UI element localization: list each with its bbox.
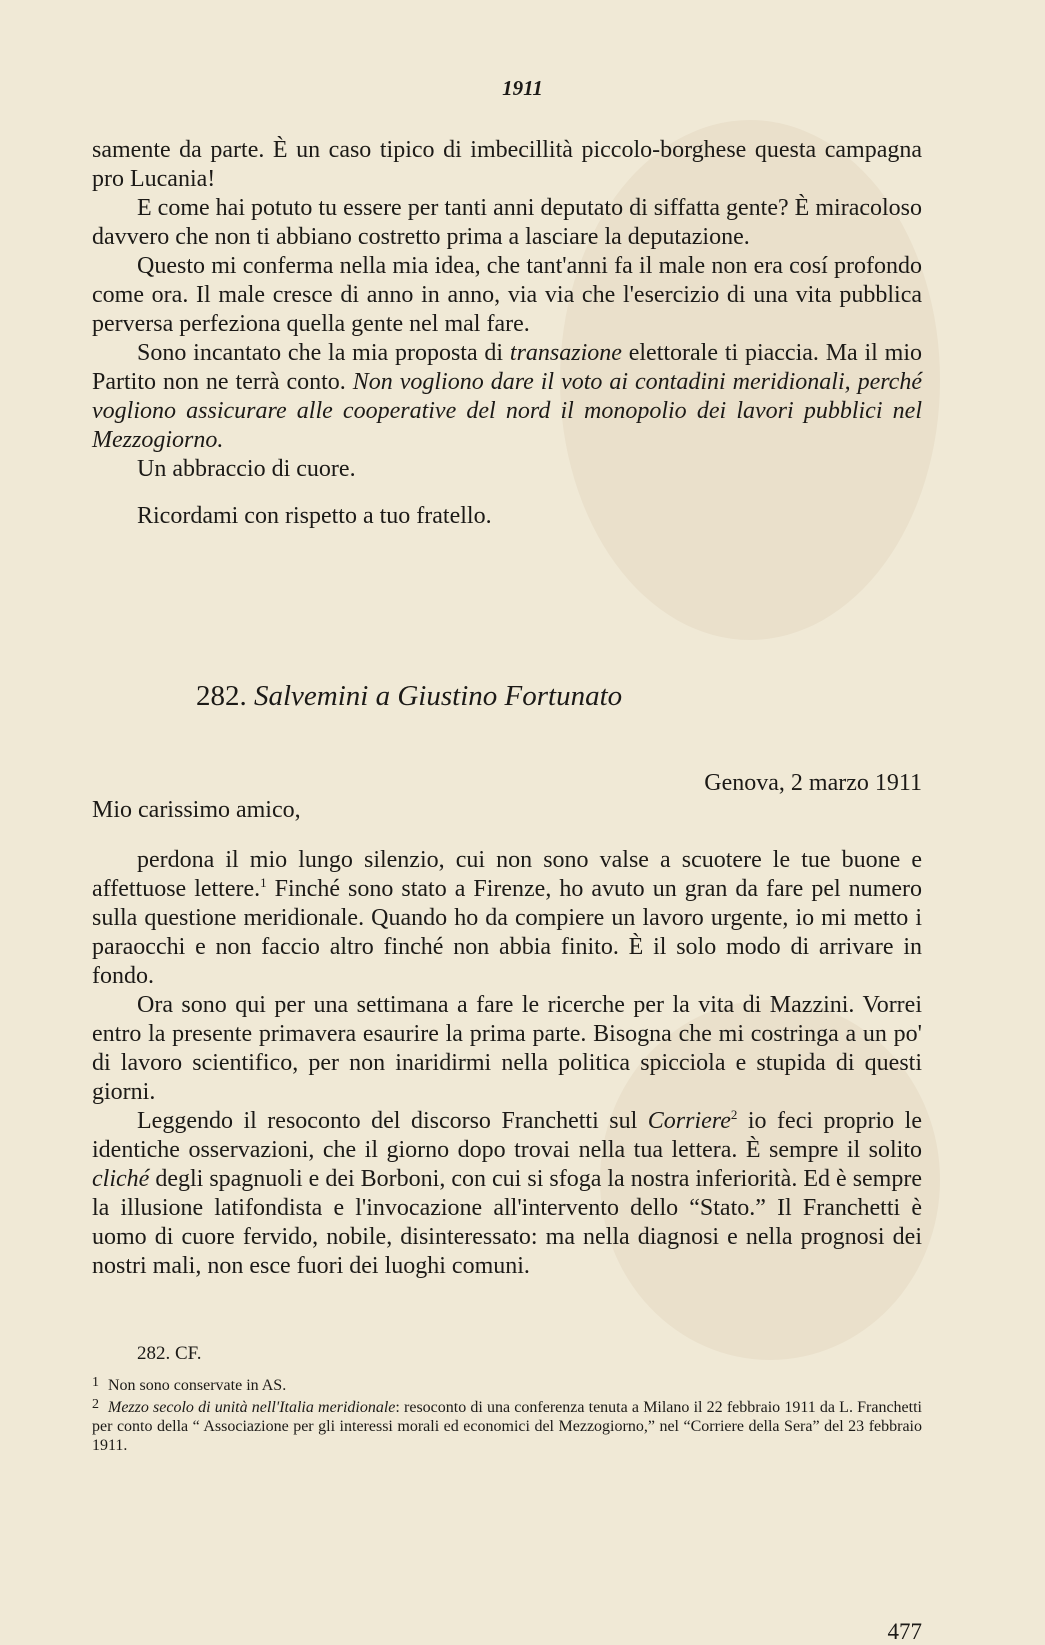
paragraph: samente da parte. È un caso tipico di imbecillità piccolo-borghese questa campagna pro Lucania! bbox=[92, 137, 922, 192]
footnote-ref: 2 bbox=[730, 1107, 738, 1122]
paragraph: Sono incantato che la mia proposta di transazione elettorale ti piaccia. Ma il mio Partito non ne terrà conto. Non vogliono dare il voto ai contadini meridionali, perché vogliono assicurare alle cooperative del nord il monopolio dei lavori pubblici nel Mezzogiorno. bbox=[92, 340, 922, 453]
running-title: 1911 bbox=[502, 76, 543, 100]
salutation: Mio carissimo amico, bbox=[92, 797, 301, 823]
footnotes bbox=[92, 1373, 922, 1455]
letter-number: 282. bbox=[196, 680, 247, 712]
footnote: 2 Mezzo secolo di unità nell'Italia meridionale: resoconto di una conferenza tenuta a Milano il 22 febbraio 1911 da L. Franchetti per conto della “ Associazione per gli interessi morali ed economici del Mezzogiorno,” nel “Corriere della Sera” del 23 febbraio 1911. bbox=[92, 1397, 922, 1454]
page-number: 477 bbox=[887, 1619, 922, 1644]
paragraph: Questo mi conferma nella mia idea, che tant'anni fa il male non era cosí profondo come ora. Il male cresce di anno in anno, via via che l'esercizio di una vita pubblica perversa perfeziona quella gente nel mal fare. bbox=[92, 253, 922, 337]
paragraph: perdona il mio lungo silenzio, cui non sono valse a scuotere le tue buone e affettuose lettere.$^1$ Finché sono stato a Firenze, ho avuto un gran da fare pel numero sulla questione meridionale. Quando ho da compiere un lavoro urgente, io mi metto i paraocchi e non faccio altro finché non abbia finito. È il solo modo di arrivare in fondo. bbox=[92, 847, 922, 989]
footnote: 1 Non sono conservate in AS. bbox=[92, 1375, 287, 1394]
paragraph: Leggendo il resoconto del discorso Franchetti sul Corriere$^2$ io feci proprio le identiche osservazioni, che il giorno dopo trovai nella tua lettera. È sempre il solito cliché degli spagnuoli e dei Borboni, con cui si sfoga la nostra inferiorità. Ed è sempre la illusione latifondista e l'invocazione all'intervento dello “Stato.” Il Franchetti è uomo di cuore fervido, nobile, disinteressato: ma nella diagnosi e nella prognosi dei nostri mali, non esce fuori dei luoghi comuni. bbox=[92, 1107, 922, 1279]
source-note: 282. CF. bbox=[137, 1343, 202, 1364]
letter-title bbox=[196, 680, 622, 713]
letter-282-body bbox=[92, 846, 922, 1281]
closing-line: Un abbraccio di cuore. bbox=[137, 456, 356, 482]
footnote-ref: 1 bbox=[260, 875, 267, 890]
paragraph: Ora sono qui per una settimana a fare le ricerche per la vita di Mazzini. Vorrei entro la presente primavera esaurire la prima parte. Bisogna che mi costringa a un po' di lavoro scientifico, per non inaridirmi nella politica spicciola e stupida di questi giorni. bbox=[92, 992, 922, 1105]
letter-heading: Salvemini a Giustino Fortunato bbox=[254, 680, 623, 712]
postscript: Ricordami con rispetto a tuo fratello. bbox=[137, 503, 492, 529]
paragraph: E come hai potuto tu essere per tanti anni deputato di siffatta gente? È miracoloso davvero che non ti abbiano costretto prima a lasciare la deputazione. bbox=[92, 195, 922, 250]
place-date: Genova, 2 marzo 1911 bbox=[704, 770, 922, 796]
letter-281-continuation bbox=[92, 136, 922, 531]
